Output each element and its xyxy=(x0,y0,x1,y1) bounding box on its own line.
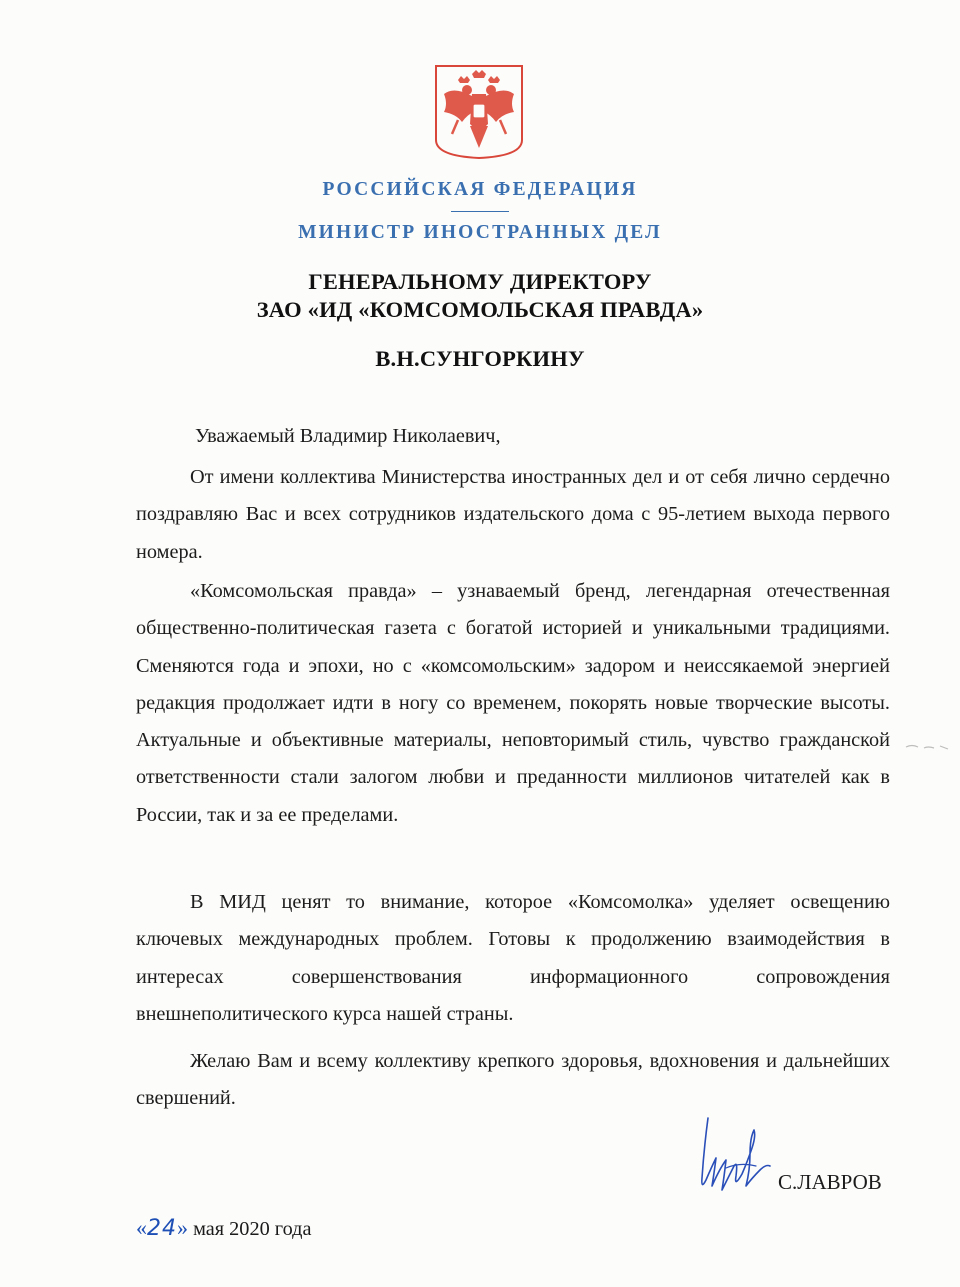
letter-paragraph-4: Желаю Вам и всему коллективу крепкого здоровья, вдохновения и дальнейших свершений. xyxy=(136,1050,890,1110)
letter-paragraph-2: «Комсомольская правда» – узнаваемый бренд, легендарная отечественная общественно-политическая газета с богатой историей и уникальными традициями. Сменяются года и эпохи, но с «комсомольским» задором и неиссякаемой энергией редакция продолжает идти в ногу со временем, покорять новые творческие высоты. Актуальные и объективные материалы, неповторимый стиль, чувство гражданской ответственности стали залогом любви и преданности миллионов читателей как в России, так и за ее пределами. xyxy=(136,580,890,826)
addressee-name: В.Н.СУНГОРКИНУ xyxy=(375,346,585,371)
letterhead-office: МИНИСТР ИНОСТРАННЫХ ДЕЛ xyxy=(298,222,662,243)
handwritten-signature-icon xyxy=(690,1108,780,1208)
letterhead-divider xyxy=(451,211,509,212)
letter-paragraph-1: От имени коллектива Министерства иностранных дел и от себя лично сердечно поздравляю Вас и всех сотрудников издательского дома с 95-летием выхода первого номера. xyxy=(136,466,890,563)
letterhead-country: РОССИЙСКАЯ ФЕДЕРАЦИЯ xyxy=(322,179,638,200)
scan-smudge xyxy=(904,742,952,752)
russian-coat-of-arms-icon xyxy=(434,64,524,160)
date-close-quote: » xyxy=(177,1215,188,1240)
letter-greeting: Уважаемый Владимир Николаевич, xyxy=(195,425,501,447)
date-month-year: мая 2020 года xyxy=(188,1218,312,1240)
letter-paragraph-3: В МИД ценят то внимание, которое «Комсомолка» уделяет освещению ключевых международных проблем. Готовы к продолжению взаимодействия в интересах совершенствования информационного сопровождения внешнеполитического курса нашей страны. xyxy=(136,891,890,1025)
letter-date xyxy=(136,1215,312,1241)
signer-name: С.ЛАВРОВ xyxy=(778,1170,882,1194)
date-open-quote: « xyxy=(136,1215,147,1240)
addressee-title: ГЕНЕРАЛЬНОМУ ДИРЕКТОРУ xyxy=(308,269,652,294)
addressee-organization: ЗАО «ИД «КОМСОМОЛЬСКАЯ ПРАВДА» xyxy=(256,297,704,322)
date-day: 24 xyxy=(147,1216,177,1241)
